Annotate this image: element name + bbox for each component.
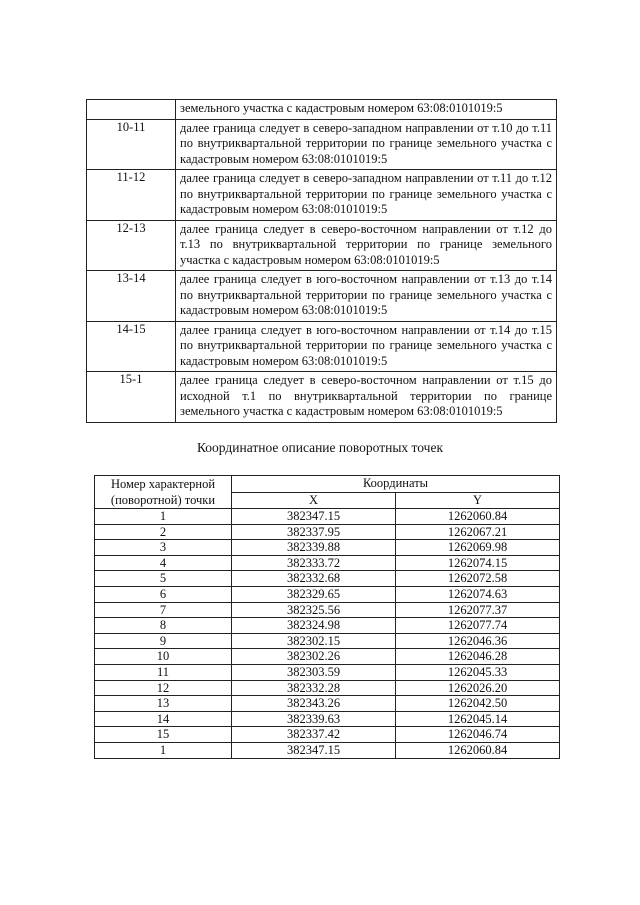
segment-id <box>87 100 176 120</box>
x-value: 382333.72 <box>232 555 396 571</box>
segment-row <box>87 119 557 170</box>
point-number: 10 <box>95 649 232 665</box>
table-row <box>95 586 560 602</box>
point-number: 12 <box>95 680 232 696</box>
y-value: 1262045.33 <box>396 664 560 680</box>
y-value: 1262045.14 <box>396 711 560 727</box>
table-row <box>95 540 560 556</box>
table-row <box>95 524 560 540</box>
x-value: 382325.56 <box>232 602 396 618</box>
segment-description: далее граница следует в юго-восточном направлении от т.14 до т.15 по внутриквартальной территории по границе земельного участка с кадастровым номером 63:08:0101019:5 <box>176 321 557 372</box>
table-row <box>95 633 560 649</box>
boundary-segments-table <box>86 99 557 423</box>
segment-description: земельного участка с кадастровым номером 63:08:0101019:5 <box>176 100 557 120</box>
y-value: 1262046.28 <box>396 649 560 665</box>
segment-id: 15-1 <box>87 372 176 423</box>
y-value: 1262060.84 <box>396 742 560 758</box>
segment-description: далее граница следует в северо-восточном направлении от т.12 до т.13 по внутриквартальной территории по границе земельного участка с кадастровым номером 63:08:0101019:5 <box>176 220 557 271</box>
segment-description: далее граница следует в юго-восточном направлении от т.13 до т.14 по внутриквартальной территории по границе земельного участка с кадастровым номером 63:08:0101019:5 <box>176 271 557 322</box>
x-value: 382302.26 <box>232 649 396 665</box>
point-number: 9 <box>95 633 232 649</box>
point-number: 2 <box>95 524 232 540</box>
table-row <box>95 602 560 618</box>
segment-row <box>87 372 557 423</box>
segment-row <box>87 271 557 322</box>
point-number: 3 <box>95 540 232 556</box>
coordinates-title: Координатное описание поворотных точек <box>196 440 444 455</box>
segment-id: 12-13 <box>87 220 176 271</box>
y-value: 1262026.20 <box>396 680 560 696</box>
segment-row <box>87 170 557 221</box>
point-number: 8 <box>95 618 232 634</box>
segment-id: 14-15 <box>87 321 176 372</box>
point-number: 1 <box>95 509 232 525</box>
x-value: 382339.88 <box>232 540 396 556</box>
header-row <box>95 476 560 493</box>
y-value: 1262077.37 <box>396 602 560 618</box>
table-row <box>95 711 560 727</box>
x-value: 382332.68 <box>232 571 396 587</box>
y-value: 1262077.74 <box>396 618 560 634</box>
y-value: 1262067.21 <box>396 524 560 540</box>
point-number: 11 <box>95 664 232 680</box>
y-value: 1262060.84 <box>396 509 560 525</box>
y-value: 1262074.63 <box>396 586 560 602</box>
y-value: 1262074.15 <box>396 555 560 571</box>
point-number: 14 <box>95 711 232 727</box>
segment-id: 11-12 <box>87 170 176 221</box>
x-value: 382347.15 <box>232 509 396 525</box>
x-header: X <box>232 492 396 509</box>
segment-row <box>87 100 557 120</box>
y-value: 1262072.58 <box>396 571 560 587</box>
x-value: 382324.98 <box>232 618 396 634</box>
x-value: 382329.65 <box>232 586 396 602</box>
x-value: 382303.59 <box>232 664 396 680</box>
table-row <box>95 680 560 696</box>
segment-row <box>87 220 557 271</box>
y-value: 1262042.50 <box>396 696 560 712</box>
segment-description: далее граница следует в северо-западном направлении от т.11 до т.12 по внутриквартальной территории по границе земельного участка с кадастровым номером 63:08:0101019:5 <box>176 170 557 221</box>
table-row <box>95 742 560 758</box>
point-number: 4 <box>95 555 232 571</box>
table-row <box>95 618 560 634</box>
segment-description: далее граница следует в северо-восточном направлении от т.15 до исходной т.1 по внутриквартальной территории по границе земельного участка с кадастровым номером 63:08:0101019:5 <box>176 372 557 423</box>
point-number: 6 <box>95 586 232 602</box>
x-value: 382337.42 <box>232 727 396 743</box>
point-number: 15 <box>95 727 232 743</box>
segment-id: 13-14 <box>87 271 176 322</box>
x-value: 382337.95 <box>232 524 396 540</box>
x-value: 382343.26 <box>232 696 396 712</box>
segment-description: далее граница следует в северо-западном направлении от т.10 до т.11 по внутриквартальной территории по границе земельного участка с кадастровым номером 63:08:0101019:5 <box>176 119 557 170</box>
table-row <box>95 571 560 587</box>
point-number-header: Номер характерной (поворотной) точки <box>95 476 232 509</box>
table-row <box>95 649 560 665</box>
point-number: 7 <box>95 602 232 618</box>
point-number: 5 <box>95 571 232 587</box>
x-value: 382302.15 <box>232 633 396 649</box>
x-value: 382332.28 <box>232 680 396 696</box>
table-row <box>95 696 560 712</box>
coordinates-table <box>94 475 560 759</box>
y-header: Y <box>396 492 560 509</box>
table-row <box>95 664 560 680</box>
point-number: 13 <box>95 696 232 712</box>
y-value: 1262046.36 <box>396 633 560 649</box>
segment-id: 10-11 <box>87 119 176 170</box>
table-row <box>95 555 560 571</box>
x-value: 382347.15 <box>232 742 396 758</box>
y-value: 1262069.98 <box>396 540 560 556</box>
x-value: 382339.63 <box>232 711 396 727</box>
y-value: 1262046.74 <box>396 727 560 743</box>
segment-row <box>87 321 557 372</box>
point-number: 1 <box>95 742 232 758</box>
table-row <box>95 727 560 743</box>
coordinates-header: Координаты <box>232 476 560 493</box>
table-row <box>95 509 560 525</box>
